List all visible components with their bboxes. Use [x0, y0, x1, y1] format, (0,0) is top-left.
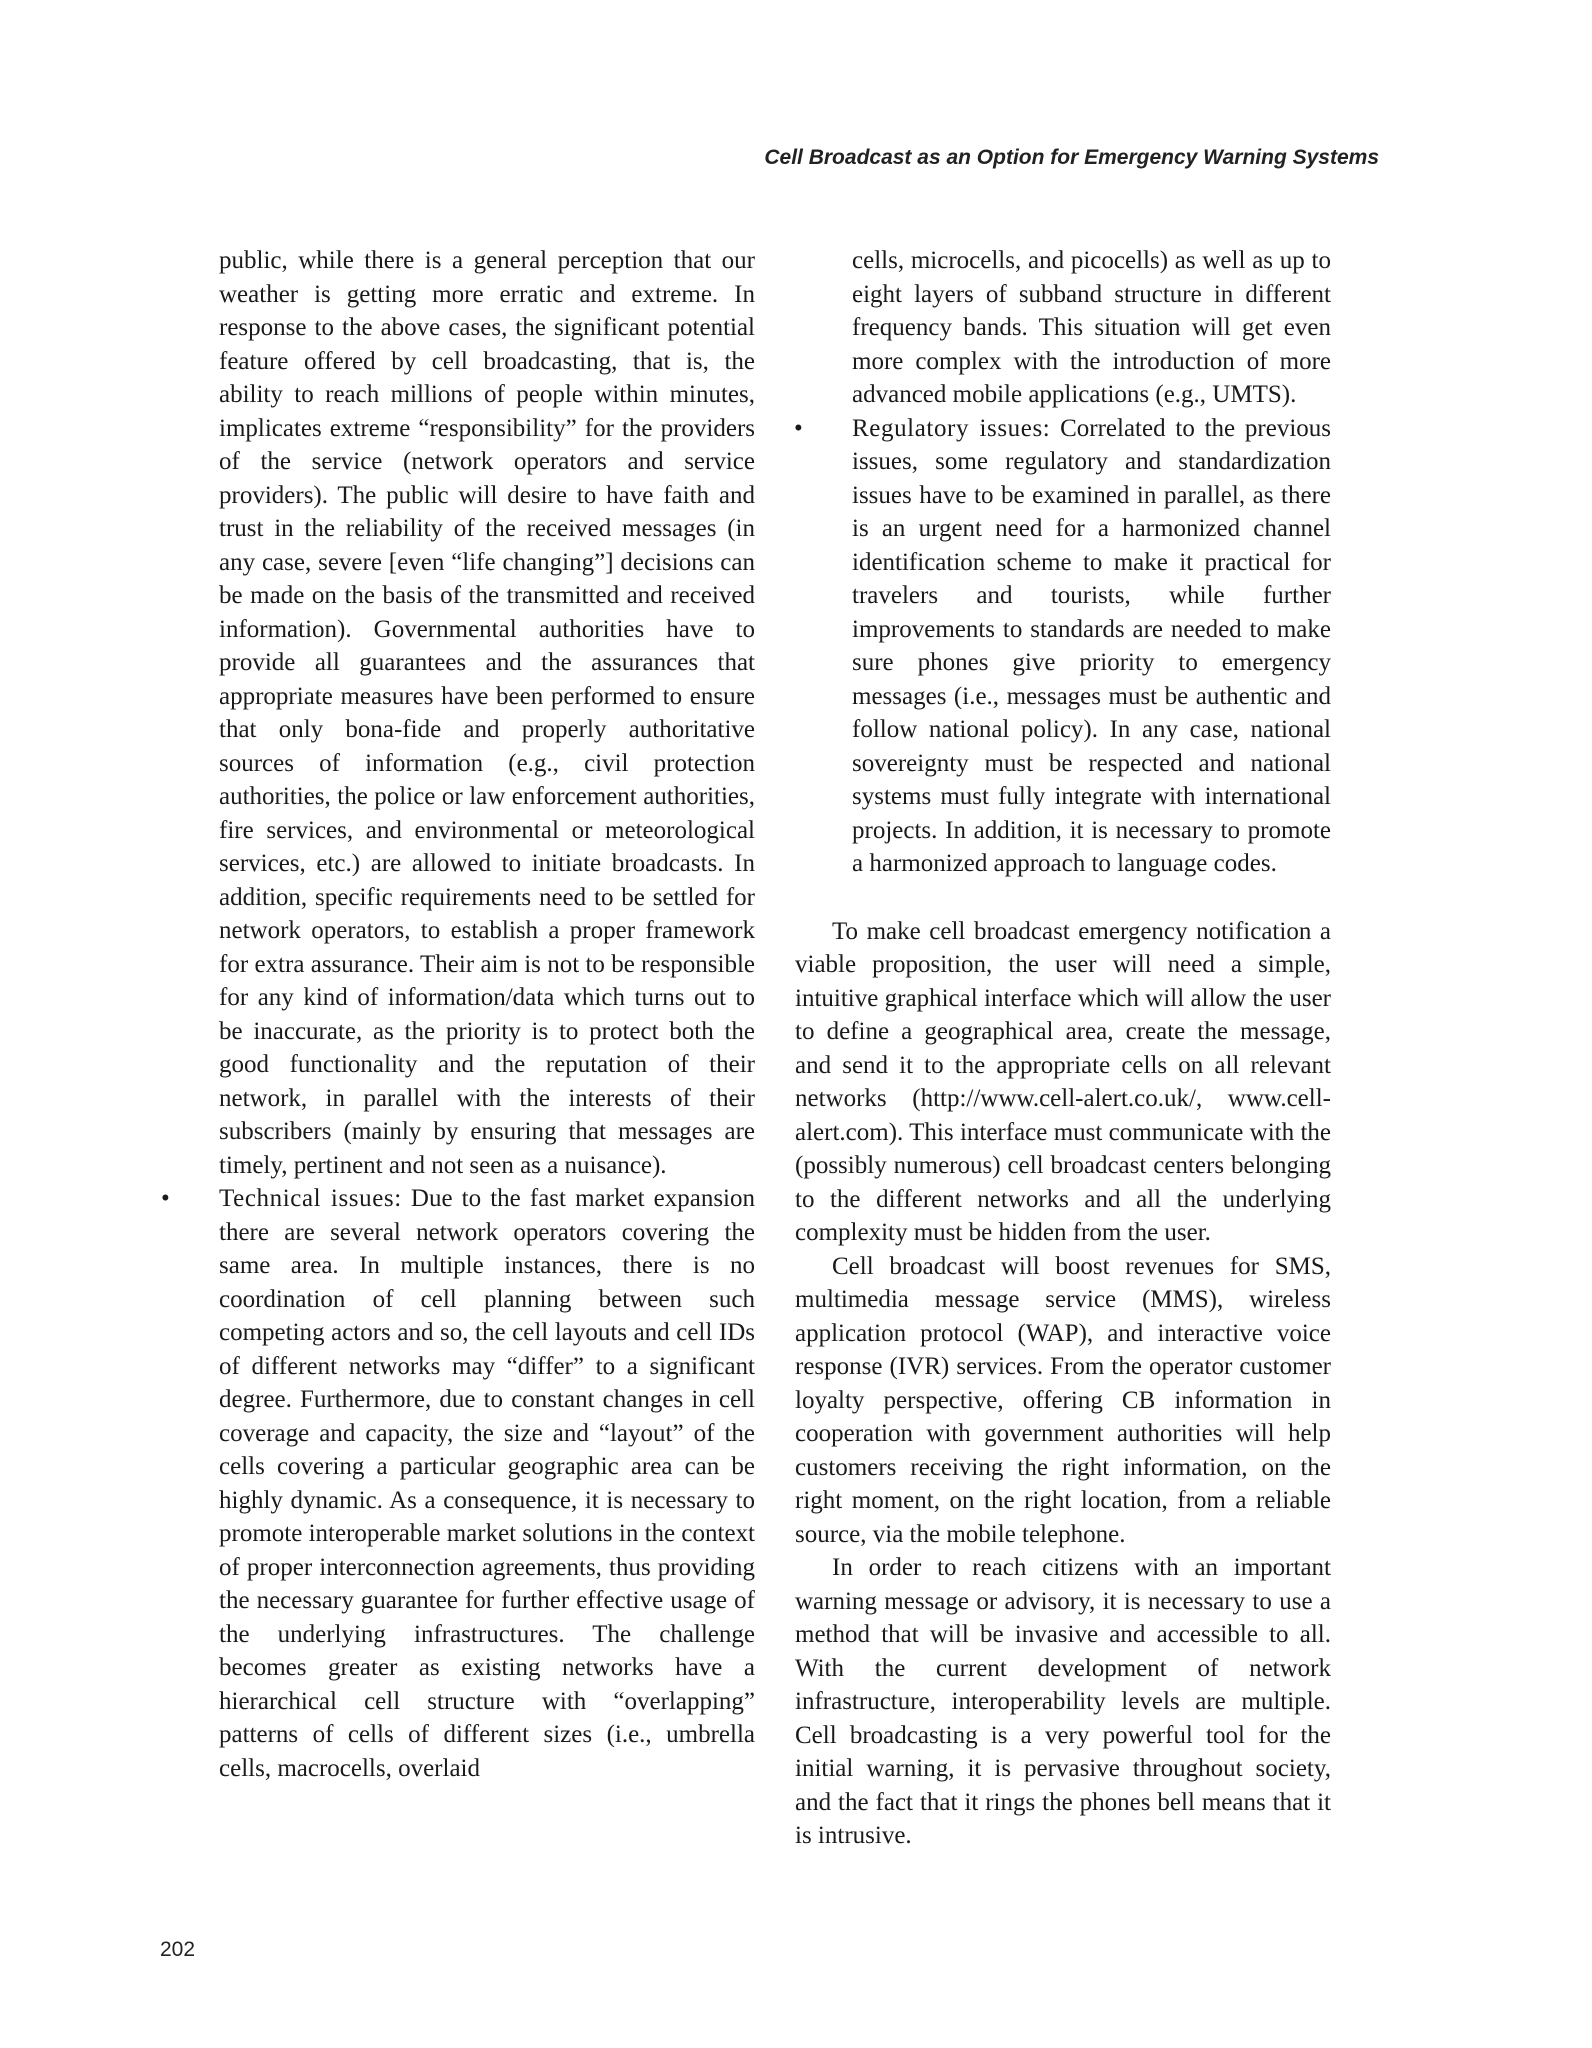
technical-issues-text: Due to the fast market expansion there are several network operators covering the same area. In multiple instances, there is no coordination of cell planning between such competing actors and so, the cell layouts and cell IDs of different networks may “differ” to a significant degree. Furthermore, due to constant changes in cell coverage and capacity, the size and “layout” of the cells covering a particular geographic area can be highly dynamic. As a consequence, it is necessary to promote interoperable market solutions in the context of proper interconnection agreements, thus providing the necessary guarantee for further effective usage of the underlying infrastructures. The challenge becomes greater as existing networks have a hierarchical cell structure with “overlapping” patterns of cells of different sizes (i.e., umbrella cells, macrocells, overlaid	[219, 1185, 755, 1782]
running-head: Cell Broadcast as an Option for Emergency Warning Systems	[764, 146, 1379, 169]
bullet-marker: •	[794, 414, 803, 442]
right-column	[795, 244, 1331, 1853]
regulatory-issues-bullet	[794, 412, 1331, 881]
bullet-marker: •	[161, 1185, 170, 1212]
technical-issues-bullet	[161, 1182, 755, 1785]
left-column	[161, 244, 755, 1785]
page-number: 202	[160, 1938, 196, 1961]
body-paragraph-1: To make cell broadcast emergency notification a viable proposition, the user will need a simple, intuitive graphical interface which will allow the user to define a geographical area, create the message, and send it to the appropriate cells on all relevant networks (http://www.cell-alert.co.uk/, www.cell-alert.com). This interface must communicate with the (possibly numerous) cell broadcast centers belonging to the different networks and all the underlying complexity must be hidden from the user.	[795, 917, 1331, 1246]
technical-issues-continuation: cells, microcells, and picocells) as well as up to eight layers of subband structure in different frequency bands. This situation will get even more complex with the introduction of more advanced mobile applications (e.g., UMTS).	[852, 247, 1331, 408]
body-paragraph-3: In order to reach citizens with an important warning message or advisory, it is necessary to use a method that will be invasive and accessible to all. With the current development of network infrastructure, interoperability levels are multiple. Cell broadcasting is a very powerful tool for the initial warning, it is pervasive throughout society, and the fact that it rings the phones bell means that it is intrusive.	[795, 1554, 1331, 1849]
body-paragraph-2: Cell broadcast will boost revenues for SMS, multimedia message service (MMS), wireless application protocol (WAP), and interactive voice response (IVR) services. From the operator customer loyalty perspective, offering CB information in cooperation with government authorities will help customers receiving the right information, on the right moment, on the right location, from a reliable source, via the mobile telephone.	[795, 1252, 1331, 1548]
regulatory-issues-text: Correlated to the previous issues, some regulatory and standardization issues have to be examined in parallel, as there is an urgent need for a harmonized channel identification scheme to make it practical for travelers and tourists, while further improvements to standards are needed to make sure phones give priority to emergency messages (i.e., messages must be authentic and follow national policy). In any case, national sovereignty must be respected and national systems must fully integrate with international projects. In addition, it is necessary to promote a harmonized approach to language codes.	[852, 414, 1331, 877]
left-continuation-paragraph: public, while there is a general perception that our weather is getting more erratic and extreme. In response to the above cases, the significant potential feature offered by cell broadcasting, that is, the ability to reach millions of people within minutes, implicates extreme “responsibility” for the providers of the service (network operators and service providers). The public will desire to have faith and trust in the reliability of the received messages (in any case, severe [even “life changing”] decisions can be made on the basis of the transmitted and received information). Governmental authorities have to provide all guarantees and the assurances that appropriate measures have been performed to ensure that only bona-fide and properly authoritative sources of information (e.g., civil protection authorities, the police or law enforcement authorities, fire services, and environmental or meteorological services, etc.) are allowed to initiate broadcasts. In addition, specific requirements need to be settled for network operators, to establish a proper framework for extra assurance. Their aim is not to be responsible for any kind of information/data which turns out to be inaccurate, as the priority is to protect both the good functionality and the reputation of their network, in parallel with the interests of their subscribers (mainly by ensuring that messages are timely, pertinent and not seen as a nuisance).	[219, 247, 755, 1179]
technical-issues-heading: Technical issues:	[219, 1185, 402, 1212]
paragraph-gap	[795, 881, 1331, 915]
regulatory-issues-heading: Regulatory issues:	[852, 414, 1051, 442]
